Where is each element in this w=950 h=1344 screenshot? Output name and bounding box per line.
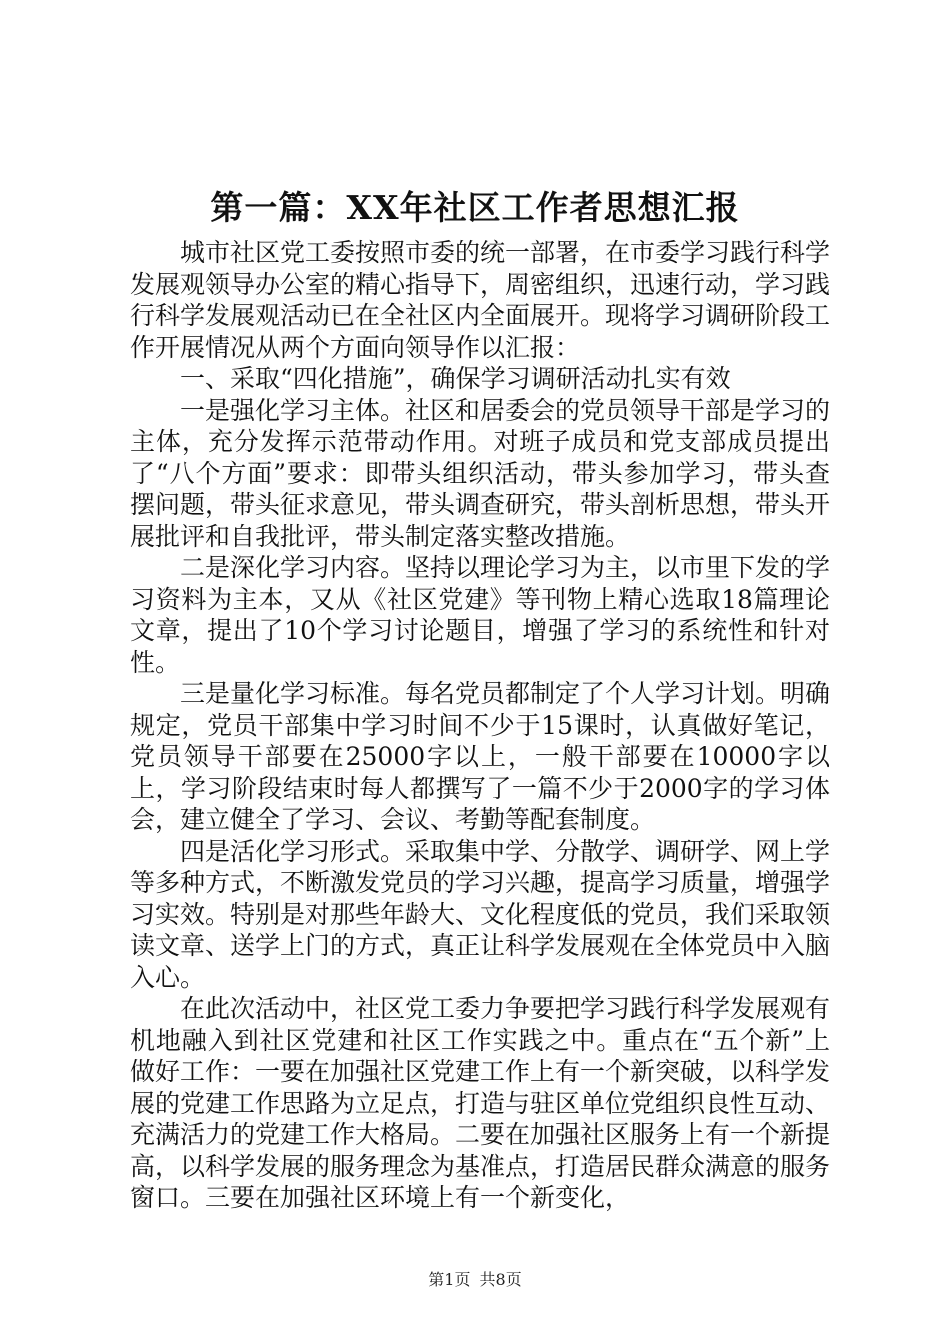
paragraph-point-1: 一是强化学习主体。社区和居委会的党员领导干部是学习的主体，充分发挥示范带动作用。对班子成员和党支部成员提出了“八个方面”要求：即带头组织活动，带头参加学习，带头查摆问题，带头征求意见，带头调查研究，带头剖析思想，带头开展批评和自我批评，带头制定落实整改措施。 xyxy=(130,395,831,551)
section-heading: 一、采取“四化措施”，确保学习调研活动扎实有效 xyxy=(180,364,731,393)
document-body xyxy=(130,237,830,1214)
paragraph-point-3: 三是量化学习标准。每名党员都制定了个人学习计划。明确规定，党员干部集中学习时间不少于15课时，认真做好笔记，党员领导干部要在25000字以上，一般干部要在10000字以上，学习阶段结束时每人都撰写了一篇不少于2000字的学习体会，建立健全了学习、会议、考勤等配套制度。 xyxy=(130,679,831,834)
paragraph-point-4: 四是活化学习形式。采取集中学、分散学、调研学、网上学等多种方式，不断激发党员的学习兴趣，提高学习质量，增强学习实效。特别是对那些年龄大、文化程度低的党员，我们采取领读文章、送学上门的方式，真正让科学发展观在全体党员中入脑入心。 xyxy=(130,836,831,992)
page-footer xyxy=(0,1269,950,1291)
paragraph-intro: 城市社区党工委按照市委的统一部署，在市委学习践行科学发展观领导办公室的精心指导下，周密组织，迅速行动，学习践行科学发展观活动已在全社区内全面展开。现将学习调研阶段工作开展情况从两个方面向领导作以汇报： xyxy=(130,238,831,362)
document-title: 第一篇：XX年社区工作者思想汇报 xyxy=(210,188,740,227)
paragraph-activity: 在此次活动中，社区党工委力争要把学习践行科学发展观有机地融入到社区党建和社区工作实践之中。重点在“五个新”上做好工作：一要在加强社区党建工作上有一个新突破，以科学发展的党建工作思路为立足点，打造与驻区单位党组织良性互动、充满活力的党建工作大格局。二要在加强社区服务上有一个新提高，以科学发展的服务理念为基准点，打造居民群众满意的服务窗口。三要在加强社区环境上有一个新变化， xyxy=(130,994,831,1212)
page-number: 第1页 xyxy=(428,1270,471,1289)
paragraph-point-2: 二是深化学习内容。坚持以理论学习为主，以市里下发的学习资料为主本，又从《社区党建》等刊物上精心选取18篇理论文章，提出了10个学习讨论题目，增强了学习的系统性和针对性。 xyxy=(130,553,831,677)
page-total: 共8页 xyxy=(479,1270,522,1289)
